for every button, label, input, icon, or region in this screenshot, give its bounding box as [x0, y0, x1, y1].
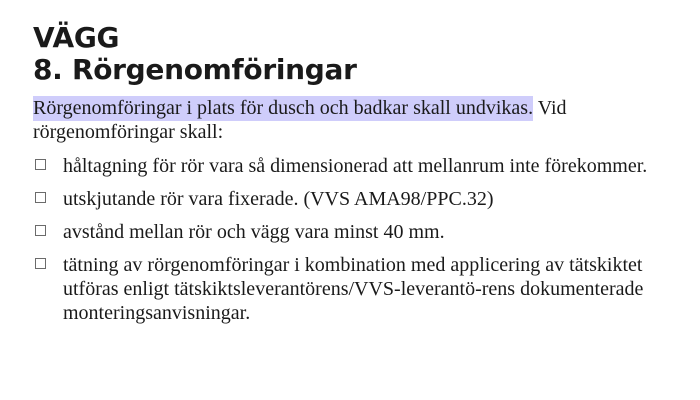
checklist-item — [33, 154, 673, 178]
checklist-item — [33, 187, 673, 211]
document-page — [33, 22, 673, 334]
section-subtitle: 8. Rörgenomföringar — [33, 53, 357, 86]
highlighted-sentence[interactable]: Rörgenomföringar i plats för dusch och badkar skall undvikas. — [33, 97, 534, 119]
checkbox-icon[interactable] — [35, 192, 46, 203]
checklist — [33, 154, 673, 325]
checklist-item-text: tätning av rörgenomföringar i kombination med applicering av tätskiktet utföras enligt tätskiktsleverantörens/VVS-leverantö-rens dokumenterade monteringsanvisningar. — [63, 254, 644, 324]
checklist-item — [33, 253, 673, 325]
checklist-item — [33, 220, 673, 244]
intro-paragraph — [33, 96, 673, 144]
intro-rest: Vid rörgenomföringar skall: — [33, 97, 567, 143]
checklist-item-text: utskjutande rör vara fixerade. (VVS AMA98/PPC.32) — [63, 188, 494, 210]
checkbox-icon[interactable] — [35, 258, 46, 269]
checkbox-icon[interactable] — [35, 159, 46, 170]
section-title: VÄGG — [33, 21, 120, 54]
checklist-item-text: håltagning för rör vara så dimensionerad att mellanrum inte förekommer. — [63, 155, 648, 177]
checkbox-icon[interactable] — [35, 225, 46, 236]
checklist-item-text: avstånd mellan rör och vägg vara minst 40 mm. — [63, 221, 445, 243]
